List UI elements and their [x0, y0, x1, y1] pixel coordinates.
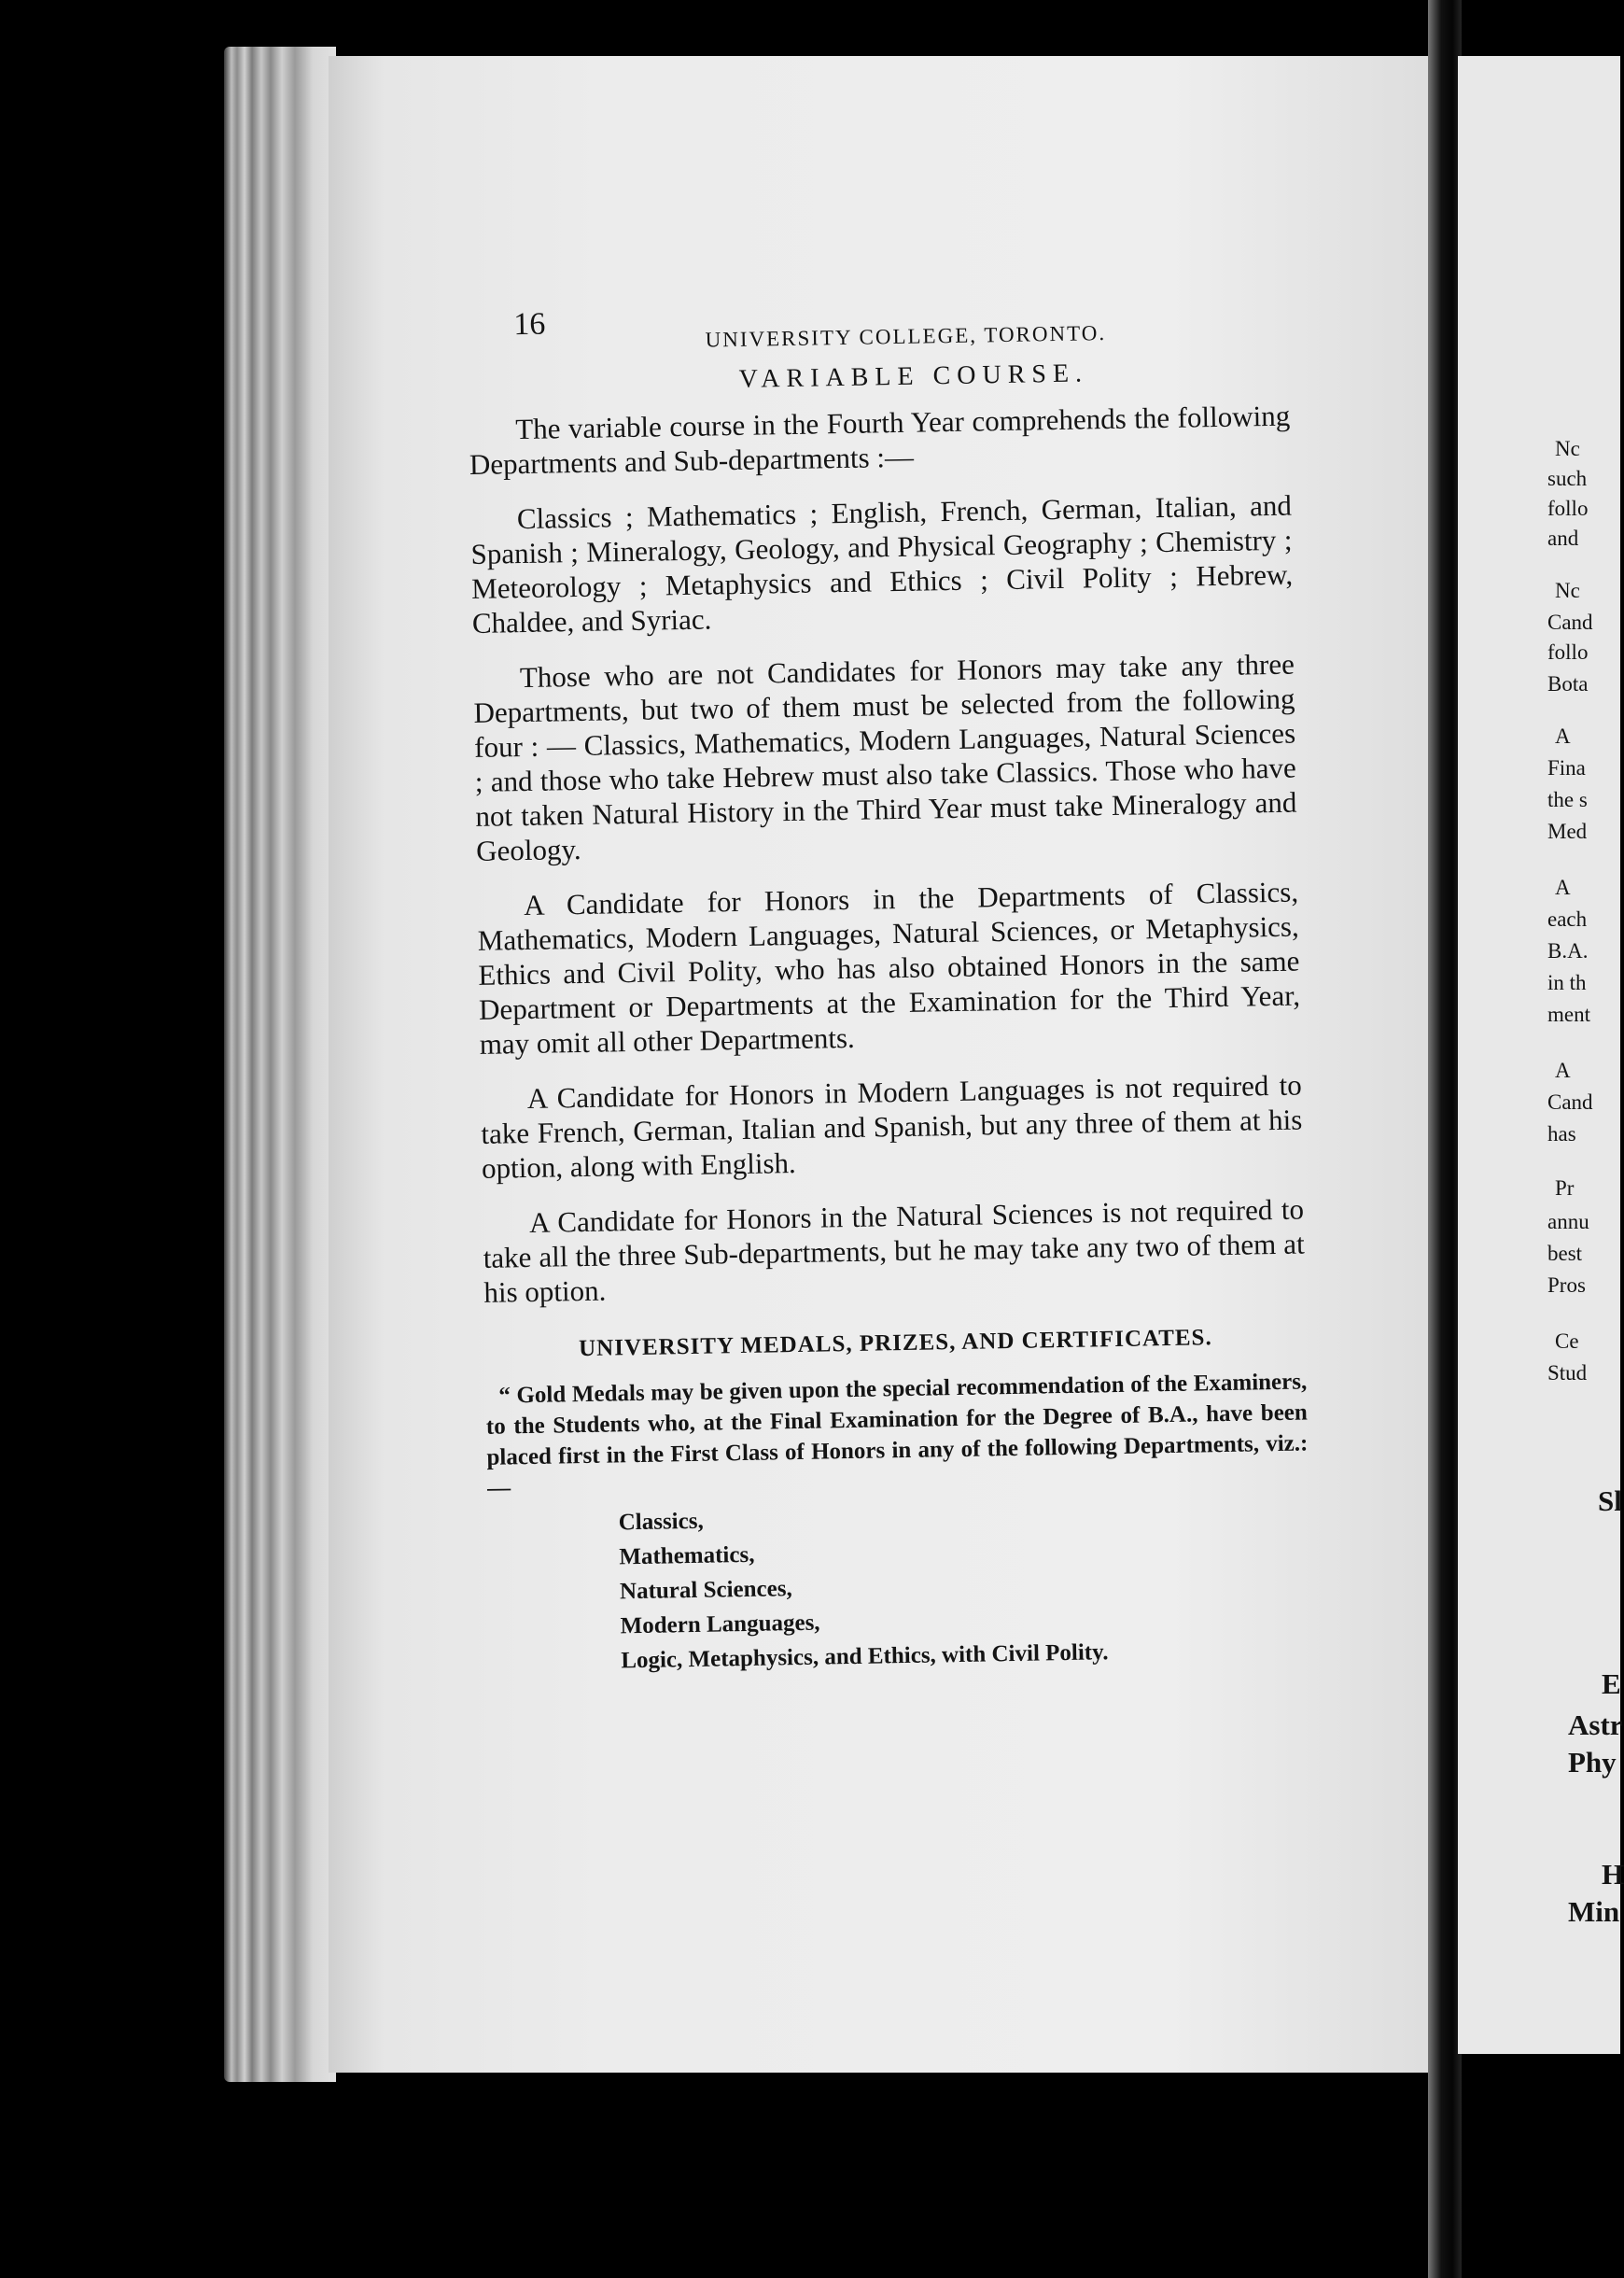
list-item: Logic, Metaphysics, and Ethics, with Civil Polity.	[621, 1639, 1109, 1674]
paragraph-natural-sciences: A Candidate for Honors in the Natural Sciences is not required to take all the three Sub-departments, but he may take any two of them at his option.	[483, 1192, 1305, 1309]
page-content	[467, 294, 1312, 1680]
facing-fragment: such	[1547, 467, 1588, 490]
facing-fragment: and	[1547, 527, 1579, 550]
page-stack-edges	[224, 47, 336, 2082]
facing-fragment: Cand	[1547, 1090, 1593, 1114]
facing-fragment: H	[1602, 1858, 1624, 1891]
facing-fragment: Phy	[1568, 1746, 1617, 1779]
facing-fragment: A	[1555, 724, 1571, 748]
facing-fragment: A	[1555, 876, 1571, 899]
medals-quote: “ Gold Medals may be given upon the special recommendation of the Examiners, to the Students who, at the Final Examination for the Degree of B.A., have been placed first in the First Class of Honors in any of the following Departments, viz.:—	[485, 1369, 1309, 1501]
facing-fragment: B.A.	[1547, 939, 1589, 963]
medal-departments-list	[618, 1493, 1311, 1678]
facing-fragment: the s	[1547, 788, 1588, 811]
section-title: VARIABLE COURSE.	[738, 359, 1089, 394]
facing-fragment: Stud	[1547, 1361, 1588, 1385]
list-item: Mathematics,	[619, 1541, 755, 1570]
facing-fragment: in th	[1547, 971, 1587, 994]
facing-fragment: follo	[1547, 497, 1589, 520]
list-item: Natural Sciences,	[619, 1576, 792, 1605]
facing-fragment: Bota	[1547, 672, 1589, 696]
facing-fragment: Min	[1568, 1895, 1620, 1928]
facing-fragment: Med	[1547, 820, 1588, 843]
paragraph-modern-languages: A Candidate for Honors in Modern Languages is not required to take French, German, Italian and Spanish, but any three of them at his option, along with English.	[481, 1068, 1303, 1185]
facing-page	[1458, 56, 1624, 2054]
running-head: UNIVERSITY COLLEGE, TORONTO.	[705, 321, 1107, 352]
facing-fragment: annu	[1547, 1210, 1589, 1233]
facing-fragment: E	[1602, 1667, 1621, 1700]
list-item: Classics,	[618, 1508, 704, 1536]
facing-fragment: each	[1547, 907, 1588, 931]
facing-fragment: has	[1547, 1122, 1576, 1146]
facing-fragment: Fina	[1547, 756, 1586, 780]
book-gutter	[1428, 0, 1462, 2278]
facing-fragment: Cand	[1547, 611, 1593, 634]
facing-fragment: ment	[1547, 1003, 1590, 1026]
facing-fragment: Nc	[1555, 437, 1580, 460]
list-item: Modern Languages,	[620, 1610, 820, 1639]
facing-fragment: Astr	[1568, 1708, 1623, 1741]
facing-fragment: Ce	[1555, 1329, 1579, 1353]
facing-fragment: best	[1547, 1242, 1583, 1265]
facing-fragment: Pr	[1555, 1176, 1575, 1200]
page-number: 16	[512, 306, 546, 343]
paragraph-non-honors: Those who are not Candidates for Honors may take any three Departments, but two of them must be selected from the following four : — Classics, Mathematics, Modern Languages, Natural Sciences ; and those who take Hebrew must also take Classics. Those who have not taken Natural History in the Third Year must take Mineralogy and Geology.	[473, 647, 1297, 867]
medals-heading: UNIVERSITY MEDALS, PRIZES, AND CERTIFICATES.	[578, 1325, 1212, 1362]
paragraph-variable-course: The variable course in the Fourth Year comprehends the following Departments and Sub-departments :—	[469, 399, 1291, 481]
facing-fragment: A	[1555, 1059, 1571, 1082]
facing-fragment: Sl	[1598, 1484, 1622, 1517]
paragraph-honors-omit: A Candidate for Honors in the Departments of Classics, Mathematics, Modern Languages, Natural Sciences, or Metaphysics, Ethics and Civil Polity, who has also obtained Honors in the same Department or Departments at the Examination for the Third Year, may omit all other Departments.	[477, 875, 1301, 1061]
paragraph-departments-list: Classics ; Mathematics ; English, French, German, Italian, and Spanish ; Mineralogy, Geology, and Physical Geography ; Chemistry ; Meteorology ; Metaphysics and Ethics ; Civil Polity ; Hebrew, Chaldee, and Syriac.	[470, 488, 1294, 640]
facing-fragment: follo	[1547, 640, 1589, 664]
facing-fragment: Pros	[1547, 1273, 1586, 1297]
facing-fragment: Nc	[1555, 579, 1580, 602]
